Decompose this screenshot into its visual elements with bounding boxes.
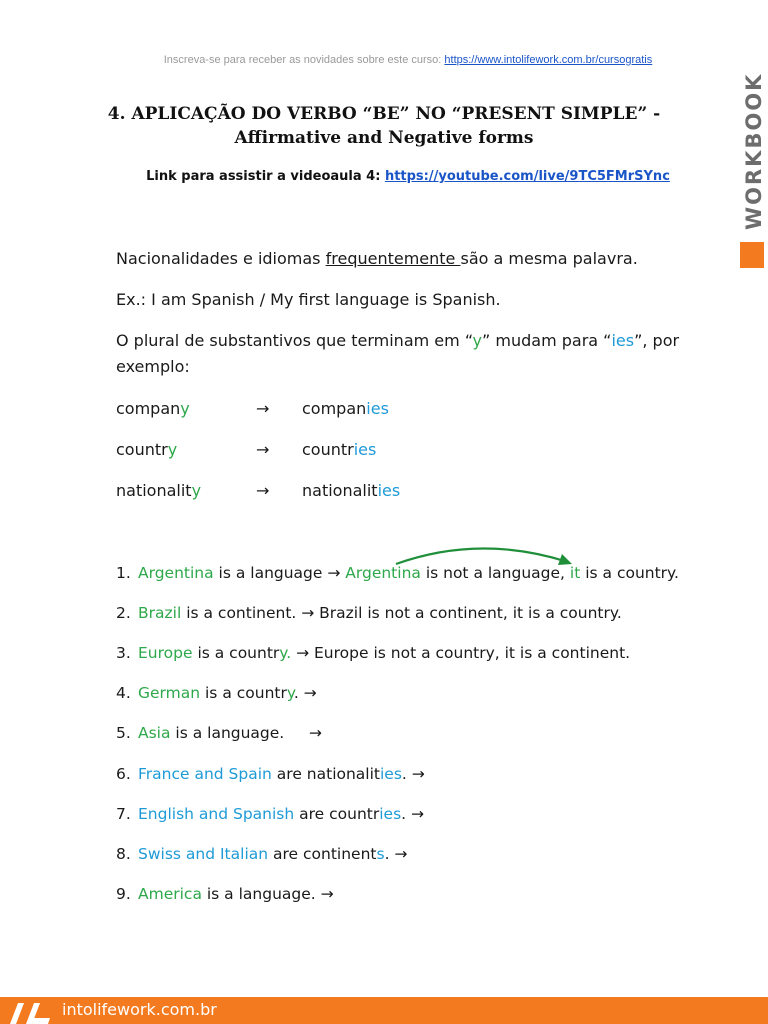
exercise-item: 1. Argentina is a language → Argentina is not a language, it is a country. (116, 564, 679, 582)
intro-p3-y: y (472, 331, 482, 350)
subscribe-notice (0, 54, 768, 66)
right-arrow-icon: → (256, 440, 270, 459)
video-link[interactable]: https://youtube.com/live/9TC5FMrSYnc (384, 169, 670, 184)
footer-site-link[interactable]: intolifework.com.br (62, 1000, 217, 1019)
intro-paragraph-3 (116, 328, 679, 380)
exercise-item: 7. English and Spanish are countries. → (116, 805, 424, 823)
singular-word: nationality (116, 481, 202, 500)
exercise-item: 8. Swiss and Italian are continents. → (116, 845, 408, 863)
intro-p3-text-b: ” mudam para “ (482, 331, 612, 350)
intro-p3-text-c: ”, por (634, 331, 680, 350)
brand-logo-icon (0, 997, 52, 1024)
page-title (0, 102, 768, 150)
singular-word: company (116, 399, 190, 418)
exercise-item: 9. America is a language. → (116, 885, 334, 903)
plural-word: nationalities (302, 481, 401, 500)
singular-word: country (116, 440, 178, 459)
intro-p1-underlined: frequentemente (325, 249, 461, 268)
exercise-item: 2. Brazil is a continent. → Brazil is not a continent, it is a country. (116, 604, 622, 622)
page-title-line1: 4. APLICAÇÃO DO VERBO “BE” NO “PRESENT SIMPLE” - (107, 104, 661, 124)
plural-word: companies (302, 399, 389, 418)
intro-paragraph-2: Ex.: I am Spanish / My first language is Spanish. (116, 290, 501, 309)
exercise-item: 4. German is a country. → (116, 684, 317, 702)
exercise-item: 3. Europe is a country. → Europe is not a country, it is a continent. (116, 644, 631, 662)
plural-word: countries (302, 440, 377, 459)
intro-paragraph-1 (116, 246, 638, 272)
footer-bar (0, 997, 768, 1024)
workbook-accent-bar (740, 242, 764, 268)
intro-p3-text-a: O plural de substantivos que terminam em “ (116, 331, 473, 350)
right-arrow-icon: → (256, 481, 270, 500)
right-arrow-icon: → (256, 399, 270, 418)
video-link-label: Link para assistir a videoaula 4: (146, 169, 385, 184)
course-link[interactable]: https://www.intolifework.com.br/cursogratis (444, 54, 653, 66)
exercise-item: 6. France and Spain are nationalities. → (116, 765, 425, 783)
intro-p1-text-b: são a mesma palavra. (460, 249, 638, 268)
video-link-line (0, 169, 768, 184)
intro-p3-text-d: exemplo: (116, 357, 190, 376)
intro-p1-text-a: Nacionalidades e idiomas (116, 249, 326, 268)
exercise-item: 5. Asia is a language. → (116, 724, 322, 742)
workbook-label: WORKBOOK (742, 72, 766, 230)
workbook-tab (740, 72, 768, 270)
subscribe-notice-text: Inscreva-se para receber as novidades sobre este curso: (163, 54, 445, 66)
intro-p3-ies: ies (611, 331, 635, 350)
page-title-line2: Affirmative and Negative forms (234, 128, 534, 148)
